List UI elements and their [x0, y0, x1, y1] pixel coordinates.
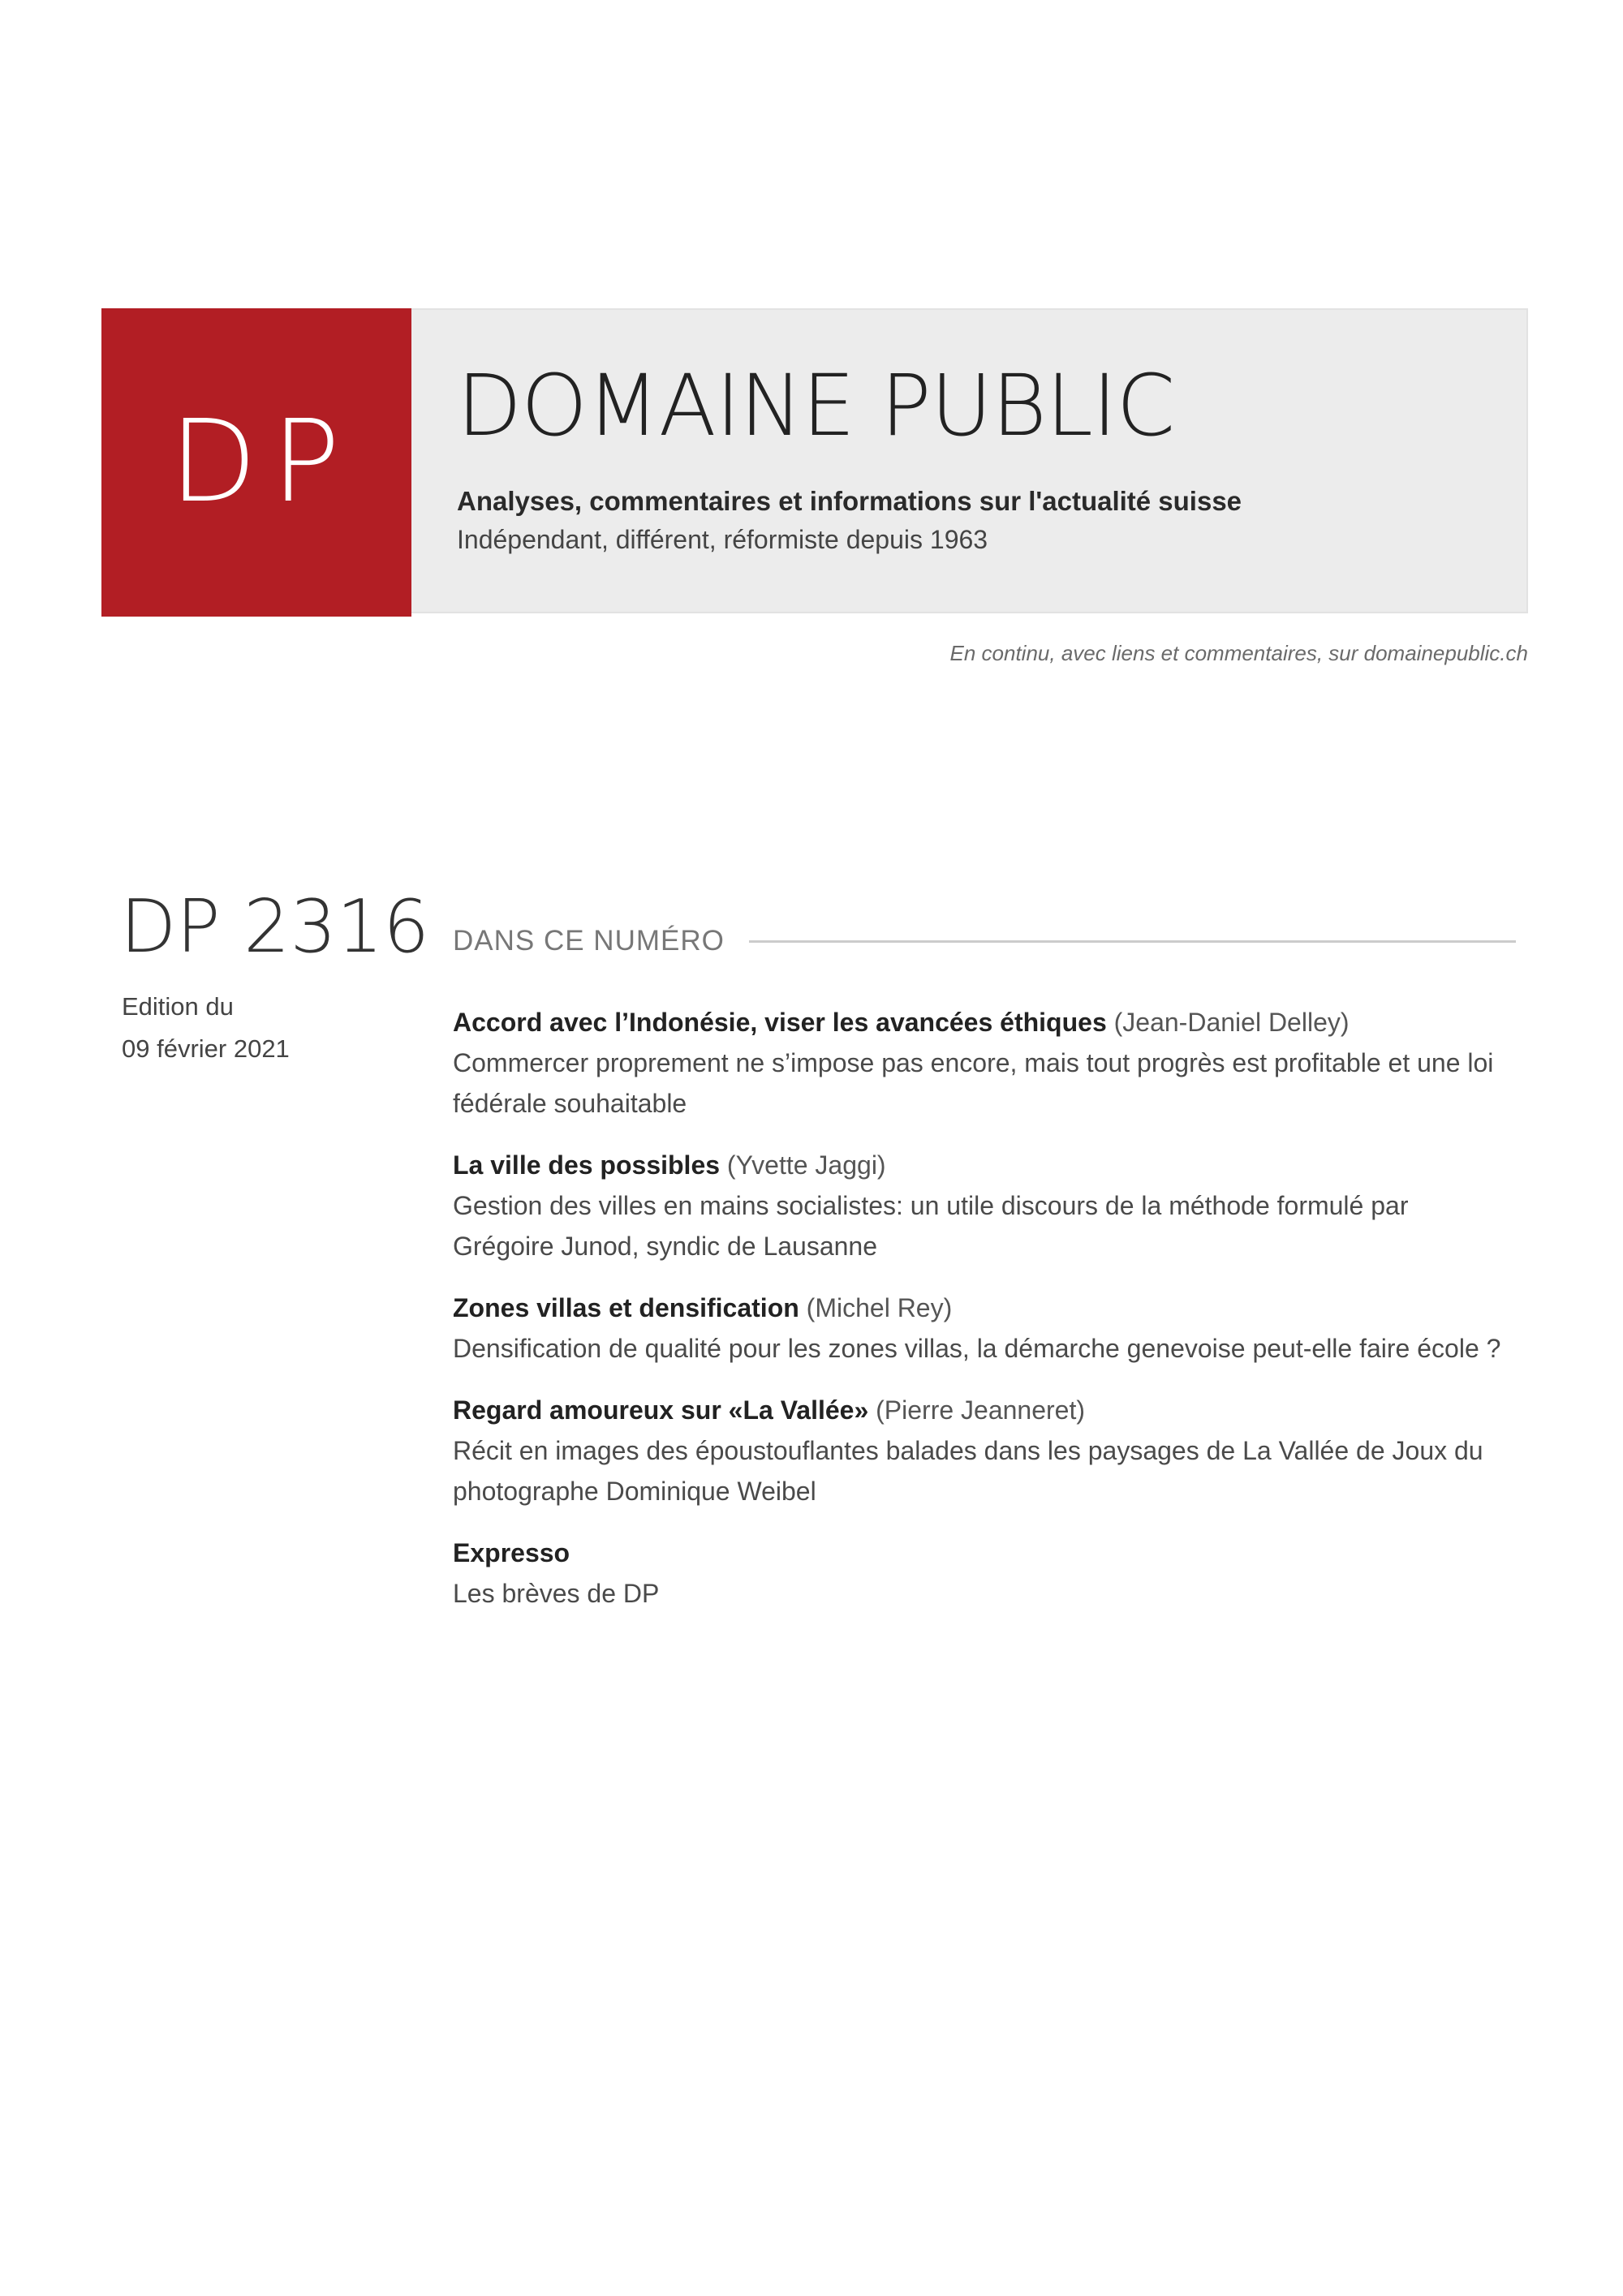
- article-author: (Jean-Daniel Delley): [1113, 1008, 1350, 1037]
- edition-label: Edition du: [122, 992, 234, 1021]
- article-summary: Gestion des villes en mains socialistes: un utile discours de la méthode formulé par Grégoire Junod, syndic de Lausanne: [453, 1191, 1409, 1261]
- article-head: [453, 1390, 1516, 1430]
- table-of-contents: [453, 921, 1516, 1635]
- contents-heading: DANS CE NUMÉRO: [453, 925, 725, 957]
- article-title[interactable]: Expresso: [453, 1538, 570, 1567]
- logo: DP: [169, 396, 355, 528]
- article-author: (Michel Rey): [806, 1293, 953, 1322]
- article-item[interactable]: [453, 1390, 1516, 1511]
- article-head: [453, 1145, 1516, 1185]
- article-list: [453, 1002, 1516, 1614]
- issue-number: DP 2316: [120, 884, 430, 970]
- title-banner: [411, 308, 1528, 613]
- article-head: [453, 1288, 1516, 1328]
- article-title[interactable]: Accord avec l’Indonésie, viser les avancées éthiques: [453, 1008, 1107, 1037]
- article-item[interactable]: [453, 1533, 1516, 1614]
- masthead: [101, 308, 1528, 617]
- contents-header: [453, 921, 1516, 961]
- site-subtagline: Indépendant, différent, réformiste depuis 1963: [457, 524, 988, 554]
- article-item[interactable]: [453, 1002, 1516, 1124]
- article-author: (Yvette Jaggi): [726, 1150, 886, 1180]
- article-head: [453, 1002, 1516, 1043]
- article-title[interactable]: Zones villas et densification: [453, 1293, 799, 1322]
- logo-block: [101, 308, 411, 617]
- online-note: En continu, avec liens et commentaires, sur domainepublic.ch: [949, 641, 1528, 665]
- article-summary: Récit en images des époustouflantes balades dans les paysages de La Vallée de Joux du photographe Dominique Weibel: [453, 1436, 1483, 1506]
- site-tagline: Analyses, commentaires et informations sur l'actualité suisse: [457, 486, 1242, 516]
- article-item[interactable]: [453, 1145, 1516, 1266]
- site-title: DOMAINE PUBLIC: [457, 356, 1175, 455]
- article-summary: Les brèves de DP: [453, 1579, 660, 1608]
- article-head: [453, 1533, 1516, 1573]
- contents-divider: [749, 940, 1516, 943]
- edition-date: 09 février 2021: [122, 1034, 290, 1063]
- article-item[interactable]: [453, 1288, 1516, 1369]
- article-summary: Commercer proprement ne s’impose pas encore, mais tout progrès est profitable et une loi fédérale souhaitable: [453, 1048, 1494, 1118]
- article-author: (Pierre Jeanneret): [876, 1395, 1086, 1425]
- article-title[interactable]: Regard amoureux sur «La Vallée»: [453, 1395, 869, 1425]
- article-summary: Densification de qualité pour les zones villas, la démarche genevoise peut-elle faire école ?: [453, 1334, 1501, 1363]
- article-title[interactable]: La ville des possibles: [453, 1150, 721, 1180]
